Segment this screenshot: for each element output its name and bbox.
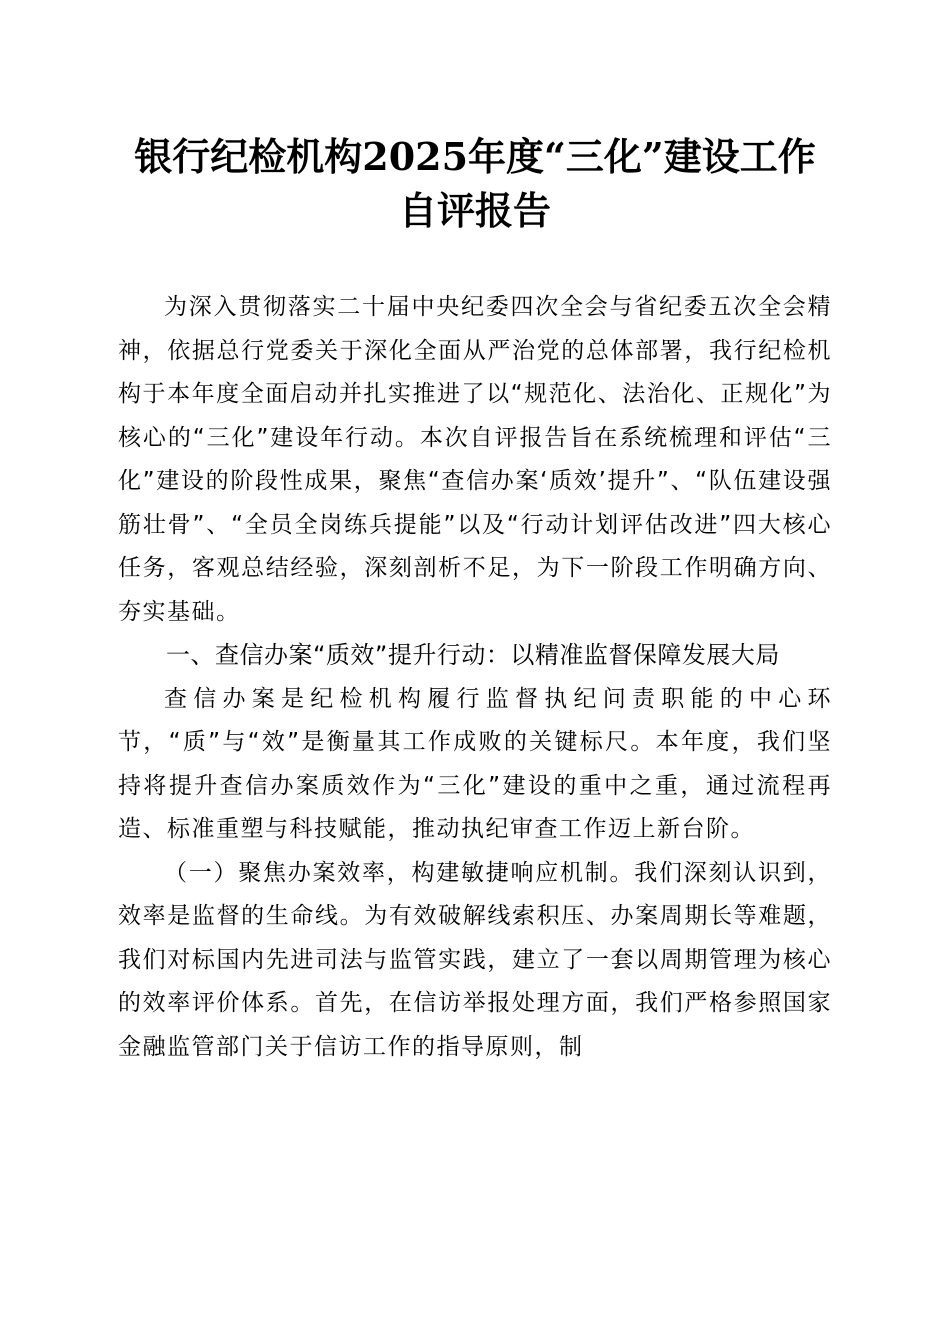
subsection-heading-1: （一）聚焦办案效率，构建敏捷响应机制。 (164, 859, 635, 886)
intro-paragraph: 为深入贯彻落实二十届中央纪委四次全会与省纪委五次全会精神，依据总行党委关于深化全面从严治党的总体部署，我行纪检机构于本年度全面启动并扎实推进了以“规范化、法治化、正规化”为核心的“三化”建设年行动。本次自评报告旨在系统梳理和评估“三化”建设的阶段性成果，聚焦“查信办案‘质效’提升”、“队伍建设强筋壮骨”、“全员全岗练兵提能”以及“行动计划评估改进”四大核心任务，客观总结经验，深刻剖析不足，为下一阶段工作明确方向、夯实基础。 (118, 294, 832, 625)
section-heading-1: 一、查信办案“质效”提升行动：以精准监督保障发展大局 (166, 641, 780, 669)
document-title: 银行纪检机构2025年度“三化”建设工作自评报告 (134, 134, 816, 233)
section-1-paragraph: 查信办案是纪检机构履行监督执纪问责职能的中心环节，“质”与“效”是衡量其工作成败的关键标尺。本年度，我们坚持将提升查信办案质效作为“三化”建设的重中之重，通过流程再造、标准重塑与科技赋能，推动执纪审查工作迈上新台阶。 (118, 685, 832, 842)
document-page (118, 130, 832, 1069)
subsection-1-text: 我们深刻认识到，效率是监督的生命线。为有效破解线索积压、办案周期长等难题，我们对标国内先进司法与监管实践，建立了一套以周期管理为核心的效率评价体系。首先，在信访举报处理方面，我们严格参照国家金融监管部门关于信访工作的指导原则，制 (118, 859, 832, 1060)
document-body (118, 286, 832, 1069)
subsection-1-paragraph (118, 852, 832, 1070)
